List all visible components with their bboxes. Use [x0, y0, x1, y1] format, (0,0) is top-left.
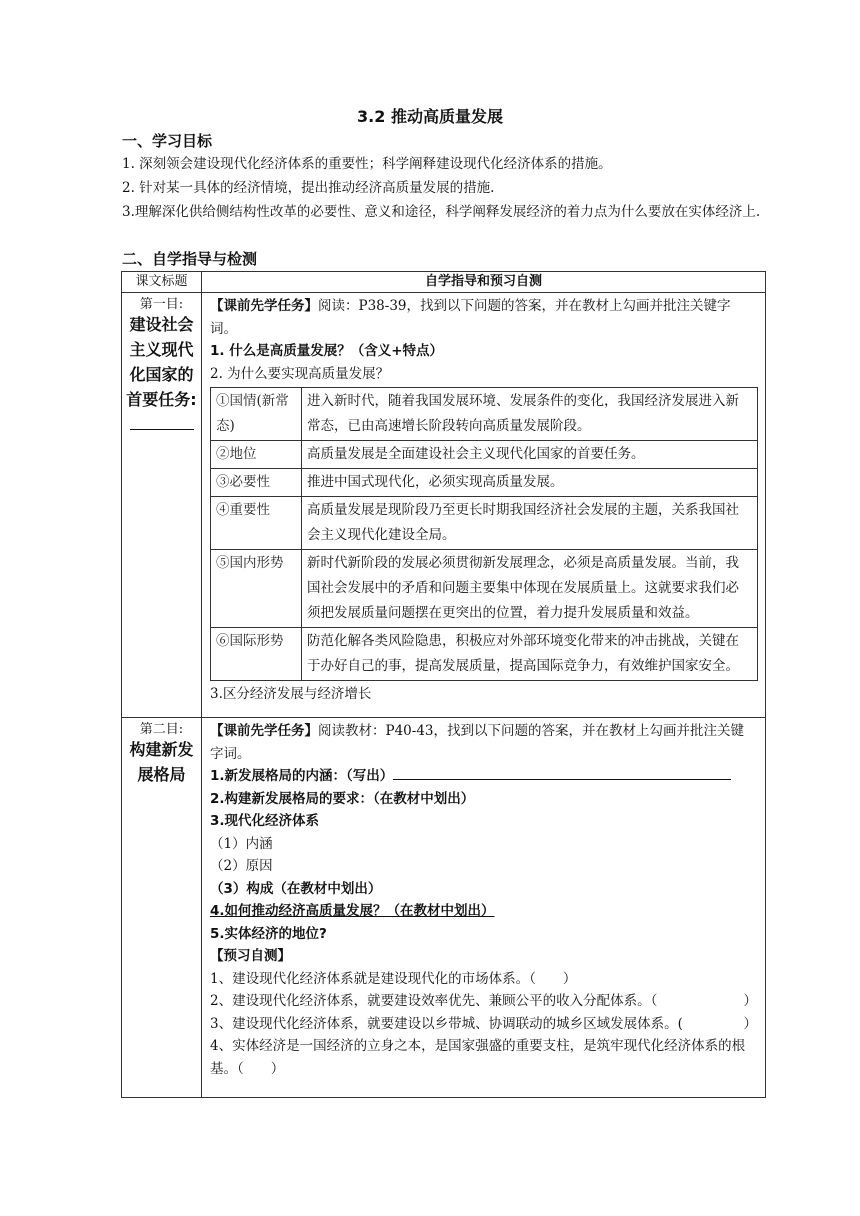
reason-value: 新时代新阶段的发展必须贯彻新发展理念，必须是高质量发展。当前，我国社会发展中的矛盾和问题主要集中体现在发展质量上。这就要求我们必须把发展质量问题摆在更突出的位置，着力提升发展质量和效益。: [302, 550, 758, 628]
question-2: 2. 为什么要实现高质量发展？: [210, 365, 390, 382]
reason-value: 防范化解各类风险隐患，积极应对外部环境变化带来的冲击挑战，关键在于办好自己的事，提高发展质量，提高国际竞争力，有效维护国家安全。: [302, 628, 758, 681]
reason-value: 高质量发展是全面建设社会主义现代化国家的首要任务。: [302, 441, 758, 469]
selftest-item-text: 3、建设现代化经济体系，就要建设以乡带城、协调联动的城乡区域发展体系。(: [210, 1015, 683, 1032]
row1-fill-blank: [130, 428, 194, 430]
question-3a: （1）内涵: [210, 835, 273, 852]
selftest-item-bracket: ）: [743, 1015, 757, 1032]
row2-label-big: 构建新发展格局: [129, 740, 194, 784]
question-2: 2.构建新发展格局的要求：（在教材中划出）: [210, 790, 475, 807]
task-bracket: 【课前先学任务】: [210, 723, 318, 739]
task-bracket: 【课前先学任务】: [210, 298, 318, 314]
selftest-heading: 【预习自测】: [210, 948, 291, 964]
selftest-item: [210, 1013, 757, 1036]
row1-label-big: 建设社会主义现代化国家的首要任务:: [126, 315, 197, 409]
question-1: 1. 什么是高质量发展？（含义+特点）: [210, 343, 444, 359]
reason-key: ④重要性: [211, 497, 302, 550]
row1-content-cell: [202, 293, 766, 718]
header-lesson-title: 课文标题: [122, 272, 202, 293]
answer-blank-line: [393, 765, 731, 780]
reason-key: ②地位: [211, 441, 302, 469]
goal-item: 1. 深刻领会建设现代化经济体系的重要性；科学阐释建设现代化经济体系的措施。: [122, 156, 612, 172]
table-row: [122, 293, 766, 718]
selftest-item: 4、实体经济是一国经济的立身之本，是国家强盛的重要支柱，是筑牢现代化经济体系的根基。（ ）: [210, 1038, 746, 1077]
table-header-row: [122, 272, 766, 293]
row2-label-small: 第二目:: [139, 722, 184, 737]
reason-key: ③必要性: [211, 469, 302, 497]
table-row: [211, 469, 758, 497]
table-row: [211, 441, 758, 469]
reason-key: ⑥国际形势: [211, 628, 302, 681]
goal-item: 3.理解深化供给侧结构性改革的必要性、意义和途径，科学阐释发展经济的着力点为什么要放在实体经济上.: [122, 204, 761, 220]
section-heading-selfstudy: 二、自学指导与检测: [122, 250, 258, 268]
selftest-item-text: 2、建设现代化经济体系，就要建设效率优先、兼顾公平的收入分配体系。（: [210, 993, 658, 1009]
question-1: 1.新发展格局的内涵：（写出）: [210, 768, 394, 784]
selftest-item-bracket: ）: [743, 993, 757, 1009]
page-title: 3.2 推动高质量发展: [357, 107, 503, 126]
selftest-item: 1、建设现代化经济体系就是建设现代化的市场体系。（ ）: [210, 970, 577, 987]
question-4: 4.如何推动经济高质量发展？（在教材中划出）: [210, 903, 495, 919]
table-row: [211, 388, 758, 441]
question-3: 3.现代化经济体系: [210, 813, 320, 829]
table-row: [211, 628, 758, 681]
reason-value: 进入新时代，随着我国发展环境、发展条件的变化，我国经济发展进入新常态，已由高速增长阶段转向高质量发展阶段。: [302, 388, 758, 441]
selftest-item: [210, 990, 757, 1013]
reason-value: 推进中国式现代化，必须实现高质量发展。: [302, 469, 758, 497]
study-table: [121, 271, 766, 1098]
reason-value: 高质量发展是现阶段乃至更长时期我国经济社会发展的主题，关系我国社会主义现代化建设全局。: [302, 497, 758, 550]
row2-content-cell: [202, 718, 766, 1098]
question-3: 3.区分经济发展与经济增长: [210, 686, 372, 702]
task-text: 阅读教材：P40-43，找到以下问题的答案，并在教材上勾画并批注关键字词。: [210, 723, 745, 762]
section-heading-goals: 一、学习目标: [122, 132, 213, 150]
table-row: [211, 497, 758, 550]
question-3b: （2）原因: [210, 858, 273, 874]
question-5: 5.实体经济的地位?: [210, 925, 327, 942]
reasons-table: [210, 387, 758, 681]
row2-label-cell: [122, 718, 202, 1098]
goal-item: 2. 针对某一具体的经济情境，提出推动经济高质量发展的措施.: [122, 180, 495, 196]
reason-key: ①国情(新常态): [211, 388, 302, 441]
table-row: [211, 550, 758, 628]
header-guidance: 自学指导和预习自测: [202, 272, 766, 293]
row1-label-cell: [122, 293, 202, 718]
table-row: [122, 718, 766, 1098]
row1-label-small: 第一目:: [139, 297, 184, 312]
reason-key: ⑤国内形势: [211, 550, 302, 628]
task-text: 阅读：P38-39，找到以下问题的答案，并在教材上勾画并批注关键字词。: [210, 298, 731, 337]
question-3c: （3）构成（在教材中划出）: [210, 880, 382, 897]
